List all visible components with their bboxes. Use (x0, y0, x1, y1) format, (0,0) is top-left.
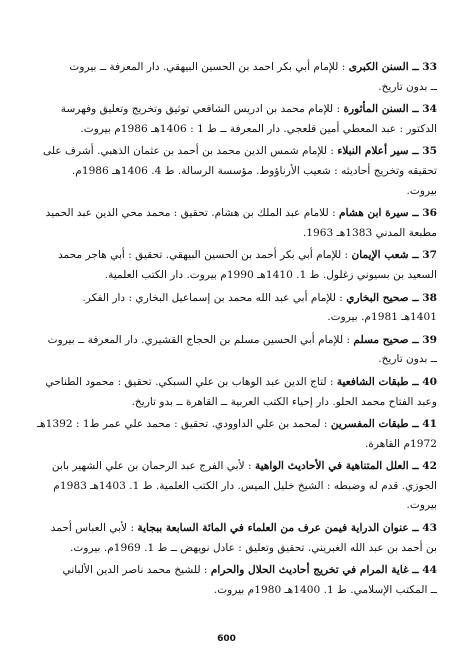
entry-text: : لتاج الدين عبد الوهاب بن علي السبكي. تحقيق : محمود الطناحي (45, 375, 337, 388)
entry-line (16, 496, 437, 516)
entry-title: سير أعلام النبلاء (337, 145, 409, 158)
entry-line (16, 142, 437, 162)
entry-number: 38 (422, 291, 437, 304)
entry-title: طبقات المفسرين (330, 418, 409, 431)
entry-line (16, 519, 437, 539)
entry-text: : للإمام أبي عبد الله محمد بن إسماعيل البخاري : دار الفكر. (82, 291, 347, 304)
entry-number: 34 (422, 103, 437, 116)
entry-line (16, 435, 437, 455)
entry-text: : للإمام شمس الدين محمد بن أحمد بن عثمان الذهبي. أشرف على (43, 145, 338, 158)
entry-number: 44 (422, 564, 437, 577)
entry-text: : لأبي العباس أحمد (50, 522, 138, 535)
entry-text: الدكتور : عبد المعطي أمين قلعجي. دار المعرفة ــ ط 1 : 1406هـ 1986م بيروت. (80, 122, 437, 135)
entry-text: : للإمام أبي بكر احمد بن الحسين البيهقي. دار المعرفة ــ بيروت (69, 61, 349, 73)
entry-line (16, 224, 437, 244)
entry-title: طبقات الشافعية (336, 375, 409, 388)
entry-line (16, 58, 437, 78)
entry-text: مطبعة المدني 1383هـ 1963. (302, 226, 437, 239)
entry-number: 35 (422, 145, 437, 158)
entry-number: 41 (422, 418, 437, 431)
reference-entry (16, 100, 437, 139)
entry-line (16, 457, 437, 477)
entry-title: شعب الإيمان (351, 249, 409, 262)
reference-entry (16, 289, 437, 328)
entry-text: ــ المكتب الإسلامي. ط 1. 1400هـ 1980م بيروت. (213, 583, 437, 596)
entry-title: عنوان الدراية فيمن عرف من العلماء في المائة السابعة ببجاية (137, 522, 409, 535)
entry-title: غاية المرام في تخريج أحاديث الحلال والحرام (210, 564, 409, 577)
entry-text: بيروت. (406, 184, 437, 197)
entry-dash: ــ (408, 207, 423, 220)
entry-text: وعبد الفتاح محمد الحلو. دار إحياء الكتب العربية ــ القاهرة ــ بدو تاريخ. (131, 395, 437, 408)
entry-text: : للإمام أبي الحسين مسلم بن الحجاج القشيري. دار المعرفة ــ بيروت (47, 333, 354, 346)
entry-line (16, 350, 437, 370)
entry-text: : لأبي الفرج عبد الرحمان بن علي الشهير بابن (51, 460, 255, 473)
entry-line (16, 477, 437, 497)
entry-line (16, 331, 437, 351)
entry-line (16, 581, 437, 601)
reference-entry (16, 415, 437, 454)
reference-entry (16, 519, 437, 558)
entry-line (16, 100, 437, 120)
reference-entry (16, 561, 437, 600)
reference-entry (16, 373, 437, 412)
entry-line (16, 373, 437, 393)
entry-title: صحيح مسلم (353, 333, 409, 346)
entry-text: السعيد بن بسيوني زغلول. ط 1. 1410هـ 1990م بيروت. دار الكتب العلمية. (104, 268, 437, 281)
entry-title: السنن الكبرى (348, 61, 409, 73)
entry-text: : للإمام محمد بن ادريس الشافعي توثيق وتخريج وتعليق وفهرسة (60, 103, 344, 116)
entry-title: سيرة ابن هشام (339, 207, 409, 220)
entry-line (16, 415, 437, 435)
entry-text: ــ بدون تاريخ. (378, 353, 437, 366)
reference-entry (16, 58, 437, 97)
entry-line (16, 120, 437, 140)
entry-text: بن أحمد بن عبد الله الغبريني. تحقيق وتعليق : عادل نويهض ــ ط 1. 1969م. بيروت. (70, 541, 437, 554)
entry-text: : لمحمد بن علي الداوودي. تحقيق : محمد علي عمر ط1 : 1392هـ (36, 418, 331, 431)
entry-line (16, 162, 437, 182)
entry-dash: ــ (408, 564, 423, 577)
entry-line (16, 539, 437, 559)
entry-line (16, 78, 437, 98)
entry-number: 33 (422, 61, 437, 73)
entry-dash: ــ (408, 522, 423, 535)
entry-number: 42 (422, 460, 437, 473)
entry-dash: ــ (408, 375, 423, 388)
entry-dash: ــ (408, 103, 423, 116)
entry-dash: ــ (408, 61, 423, 73)
entry-text: : للشيخ محمد ناصر الدين الألباني (62, 564, 211, 577)
entry-number: 40 (422, 375, 437, 388)
entry-text: تحقيقه وتخريج أحاديثه : شعيب الأرناؤوط. مؤسسة الرسالة. ط 4. 1406هـ 1986م. (71, 164, 437, 177)
entry-text: 1401هـ 1981م. بيروت. (327, 311, 437, 324)
entry-number: 43 (422, 522, 437, 535)
entry-text: الجوزي. قدم له وضبطه : الشيخ خليل الميس. دار الكتب العلمية. ط 1. 1403هـ 1983م (53, 479, 437, 492)
reference-entry (16, 204, 437, 243)
entry-title: السنن المأثورة (343, 103, 409, 116)
entry-text: ــ بدون تاريخ. (378, 80, 437, 93)
entry-text: : للإمام أبي بكر أحمد بن الحسين البيهقي. تحقيق : أبي هاجر محمد (57, 249, 352, 262)
entry-text: 1972م القاهرة. (364, 437, 437, 450)
entry-dash: ــ (408, 291, 423, 304)
entry-title: صحيح البخاري (346, 291, 409, 304)
page-number: 600 (217, 634, 236, 644)
reference-entry (16, 457, 437, 516)
entry-line (16, 182, 437, 202)
entry-dash: ــ (408, 145, 423, 158)
entry-number: 39 (422, 333, 437, 346)
entry-line (16, 204, 437, 224)
entry-number: 36 (422, 207, 437, 220)
reference-entry (16, 246, 437, 285)
entry-dash: ــ (408, 249, 423, 262)
entry-text: بيروت. (406, 499, 437, 512)
entry-text: : للامام عبد الملك بن هشام. تحقيق : محمد محي الدين عبد الحميد (45, 207, 340, 220)
entry-dash: ــ (408, 418, 423, 431)
entry-line (16, 393, 437, 413)
entry-line (16, 289, 437, 309)
entry-line (16, 561, 437, 581)
reference-list (16, 58, 437, 603)
entry-line (16, 246, 437, 266)
entry-number: 37 (422, 249, 437, 262)
entry-line (16, 308, 437, 328)
entry-dash: ــ (408, 333, 423, 346)
entry-title: العلل المتناهية في الأحاديث الواهية (254, 460, 409, 473)
entry-dash: ــ (408, 460, 423, 473)
reference-entry (16, 142, 437, 201)
reference-entry (16, 331, 437, 370)
entry-line (16, 266, 437, 286)
